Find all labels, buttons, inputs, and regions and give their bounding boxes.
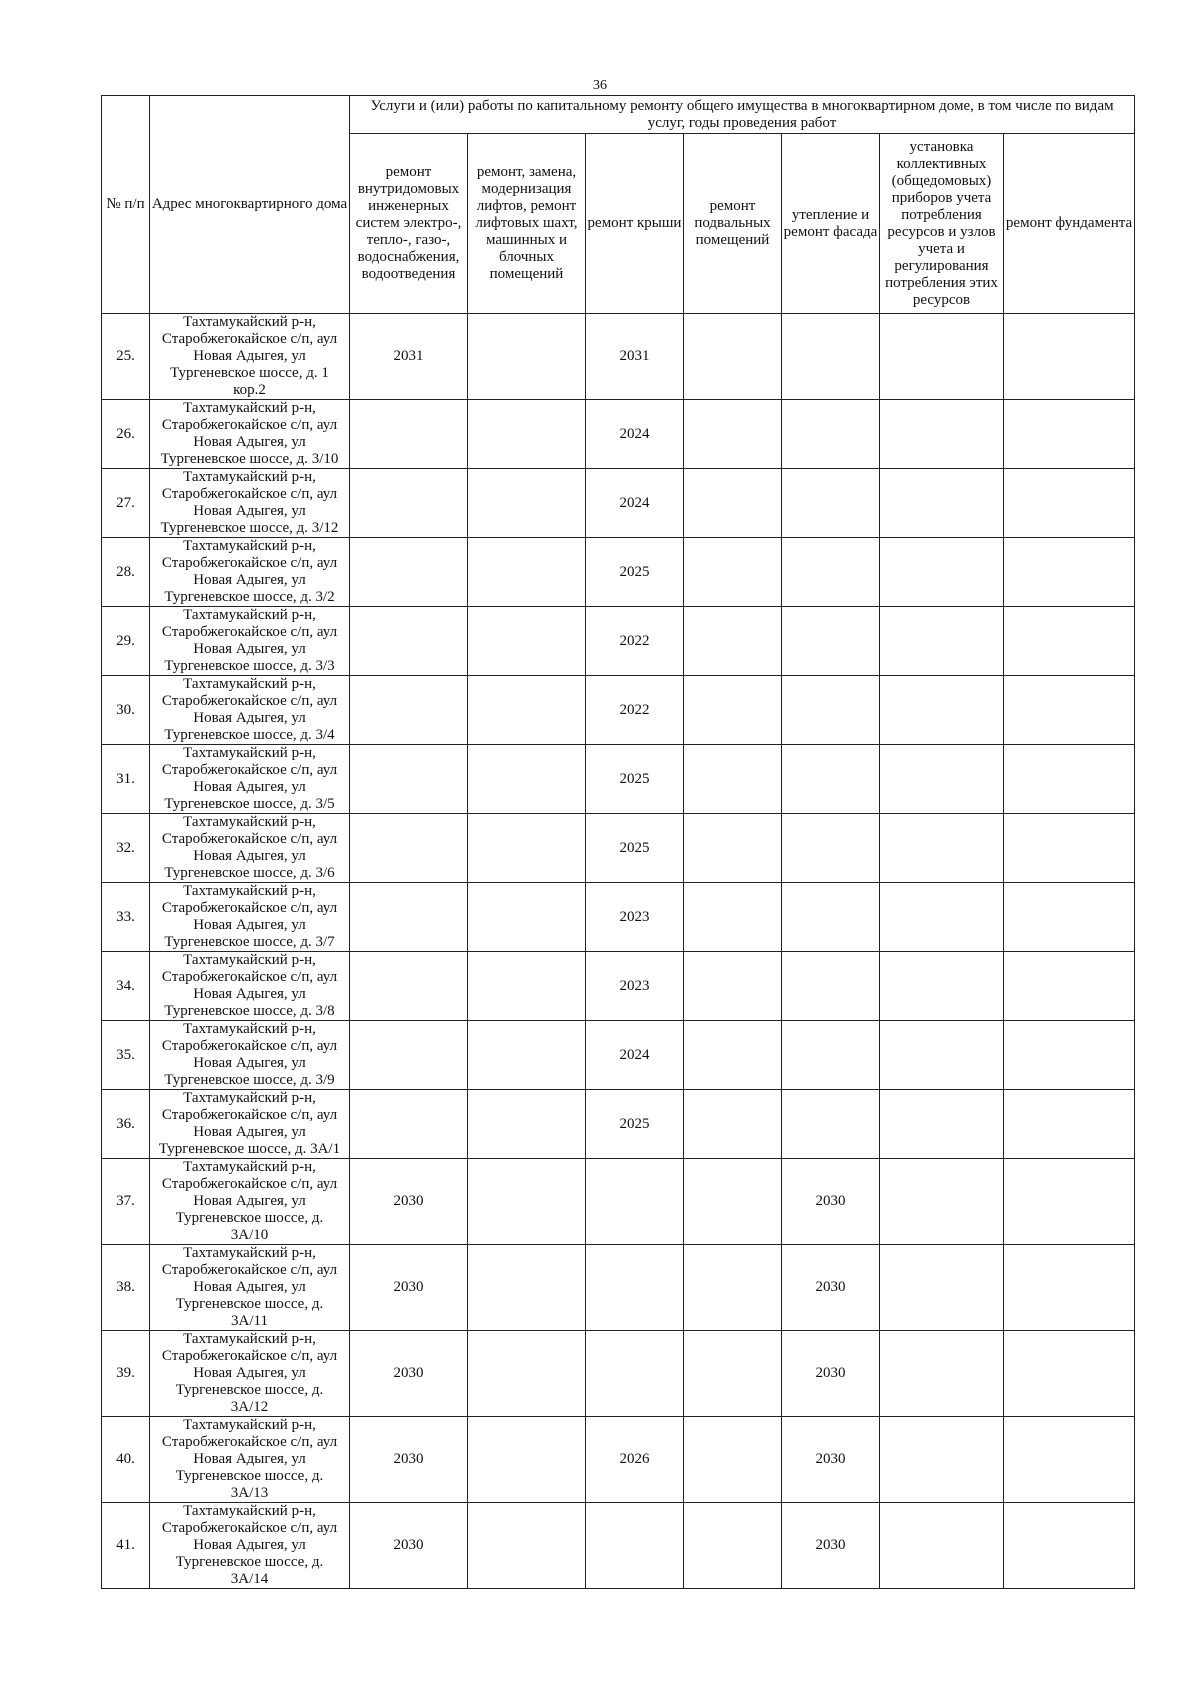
table-row xyxy=(102,883,1135,952)
cell-foundation xyxy=(1004,1159,1135,1245)
table-row xyxy=(102,1021,1135,1090)
table-row xyxy=(102,745,1135,814)
address-line: Тургеневское шоссе, д. 3А/1 xyxy=(158,1141,341,1157)
table-row xyxy=(102,1159,1135,1245)
cell-facade xyxy=(782,538,880,607)
cell-basement xyxy=(684,1090,782,1159)
address-line: 3А/13 xyxy=(230,1485,269,1501)
header-roof: ремонт крыши xyxy=(586,134,684,314)
cell-basement xyxy=(684,1021,782,1090)
address-line: Тургеневское шоссе, д. 3/9 xyxy=(164,1072,335,1088)
cell-basement xyxy=(684,1331,782,1417)
cell-roof xyxy=(586,1331,684,1417)
cell-elevators xyxy=(468,538,586,607)
address-line: 3А/11 xyxy=(231,1313,268,1329)
cell-engineering-systems xyxy=(350,1021,468,1090)
cell-engineering-systems xyxy=(350,676,468,745)
cell-meters xyxy=(880,538,1004,607)
row-number: 40. xyxy=(102,1417,150,1503)
cell-foundation xyxy=(1004,1021,1135,1090)
header-engineering-systems: ремонт внутридомовых инженерных систем электро-, тепло-, газо-, водоснабжения, водоотведения xyxy=(350,134,468,314)
cell-roof: 2022 xyxy=(586,607,684,676)
cell-elevators xyxy=(468,745,586,814)
address-line: Старобжегокайское с/п, аул xyxy=(161,762,338,778)
address-line: Тургеневское шоссе, д. 3/2 xyxy=(164,589,335,605)
cell-facade: 2030 xyxy=(782,1159,880,1245)
row-number: 32. xyxy=(102,814,150,883)
cell-foundation xyxy=(1004,1417,1135,1503)
cell-elevators xyxy=(468,1159,586,1245)
cell-elevators xyxy=(468,1090,586,1159)
cell-basement xyxy=(684,676,782,745)
row-address xyxy=(150,1503,350,1589)
row-address xyxy=(150,607,350,676)
address-line: Старобжегокайское с/п, аул xyxy=(161,1434,338,1450)
address-line: Тахтамукайский р-н, xyxy=(183,469,316,485)
address-line: Старобжегокайское с/п, аул xyxy=(161,900,338,916)
cell-basement xyxy=(684,469,782,538)
header-foundation: ремонт фундамента xyxy=(1004,134,1135,314)
address-line: Тахтамукайский р-н, xyxy=(183,1245,316,1261)
address-line: Старобжегокайское с/п, аул xyxy=(161,1107,338,1123)
cell-elevators xyxy=(468,1021,586,1090)
row-address xyxy=(150,1245,350,1331)
table-row xyxy=(102,1331,1135,1417)
row-number: 37. xyxy=(102,1159,150,1245)
address-line: Тахтамукайский р-н, xyxy=(183,1331,316,1347)
table-row xyxy=(102,314,1135,400)
address-line: Тахтамукайский р-н, xyxy=(183,1417,316,1433)
cell-basement xyxy=(684,538,782,607)
cell-basement xyxy=(684,883,782,952)
row-address xyxy=(150,745,350,814)
cell-engineering-systems xyxy=(350,400,468,469)
header-address: Адрес многоквартирного дома xyxy=(150,96,350,314)
address-line: Старобжегокайское с/п, аул xyxy=(161,486,338,502)
cell-engineering-systems: 2030 xyxy=(350,1417,468,1503)
cell-engineering-systems xyxy=(350,1090,468,1159)
page-number: 36 xyxy=(593,78,607,93)
address-line: Новая Адыгея, ул xyxy=(193,1055,306,1071)
cell-basement xyxy=(684,952,782,1021)
table-header xyxy=(102,96,1135,314)
row-number: 38. xyxy=(102,1245,150,1331)
cell-facade xyxy=(782,814,880,883)
address-line: Тахтамукайский р-н, xyxy=(183,814,316,830)
cell-meters xyxy=(880,1021,1004,1090)
row-address xyxy=(150,1331,350,1417)
row-address xyxy=(150,676,350,745)
address-line: Тургеневское шоссе, д. 1 xyxy=(170,365,329,381)
address-line: Тургеневское шоссе, д. 3/10 xyxy=(160,451,339,467)
cell-elevators xyxy=(468,607,586,676)
cell-meters xyxy=(880,1417,1004,1503)
cell-foundation xyxy=(1004,883,1135,952)
cell-basement xyxy=(684,1503,782,1589)
row-number: 36. xyxy=(102,1090,150,1159)
cell-facade xyxy=(782,952,880,1021)
cell-basement xyxy=(684,400,782,469)
address-line: Тахтамукайский р-н, xyxy=(183,952,316,968)
cell-facade xyxy=(782,314,880,400)
table-row xyxy=(102,607,1135,676)
address-line: Тургеневское шоссе, д. xyxy=(175,1468,324,1484)
cell-meters xyxy=(880,883,1004,952)
row-address xyxy=(150,883,350,952)
address-line: Тургеневское шоссе, д. 3/7 xyxy=(164,934,335,950)
address-line: Тахтамукайский р-н, xyxy=(183,400,316,416)
cell-facade: 2030 xyxy=(782,1503,880,1589)
address-line: Старобжегокайское с/п, аул xyxy=(161,831,338,847)
cell-engineering-systems xyxy=(350,469,468,538)
cell-elevators xyxy=(468,883,586,952)
cell-meters xyxy=(880,1331,1004,1417)
address-line: Тургеневское шоссе, д. xyxy=(175,1382,324,1398)
table-row xyxy=(102,1245,1135,1331)
address-line: Новая Адыгея, ул xyxy=(193,434,306,450)
address-line: Старобжегокайское с/п, аул xyxy=(161,1038,338,1054)
cell-basement xyxy=(684,745,782,814)
address-line: Новая Адыгея, ул xyxy=(193,710,306,726)
table-row xyxy=(102,676,1135,745)
header-basement: ремонт подвальных помещений xyxy=(684,134,782,314)
address-line: Тургеневское шоссе, д. 3/6 xyxy=(164,865,335,881)
cell-elevators xyxy=(468,314,586,400)
address-line: Старобжегокайское с/п, аул xyxy=(161,1348,338,1364)
address-line: Новая Адыгея, ул xyxy=(193,641,306,657)
address-line: Новая Адыгея, ул xyxy=(193,1124,306,1140)
address-line: Новая Адыгея, ул xyxy=(193,348,306,364)
row-number: 35. xyxy=(102,1021,150,1090)
address-line: Тахтамукайский р-н, xyxy=(183,676,316,692)
cell-basement xyxy=(684,314,782,400)
cell-basement xyxy=(684,607,782,676)
header-elevators: ремонт, замена, модернизация лифтов, ремонт лифтовых шахт, машинных и блочных помещений xyxy=(468,134,586,314)
cell-engineering-systems xyxy=(350,952,468,1021)
table-row xyxy=(102,538,1135,607)
cell-roof: 2031 xyxy=(586,314,684,400)
row-number: 28. xyxy=(102,538,150,607)
cell-roof: 2025 xyxy=(586,745,684,814)
address-line: Тахтамукайский р-н, xyxy=(183,1503,316,1519)
cell-engineering-systems: 2030 xyxy=(350,1331,468,1417)
table-row xyxy=(102,1417,1135,1503)
row-number: 25. xyxy=(102,314,150,400)
cell-foundation xyxy=(1004,1331,1135,1417)
cell-foundation xyxy=(1004,607,1135,676)
cell-roof: 2024 xyxy=(586,1021,684,1090)
address-line: Тургеневское шоссе, д. 3/12 xyxy=(160,520,339,536)
address-line: 3А/14 xyxy=(230,1571,269,1587)
cell-facade xyxy=(782,676,880,745)
cell-foundation xyxy=(1004,814,1135,883)
address-line: Тургеневское шоссе, д. 3/3 xyxy=(164,658,335,674)
table-row xyxy=(102,1090,1135,1159)
address-line: Старобжегокайское с/п, аул xyxy=(161,624,338,640)
table-row xyxy=(102,400,1135,469)
address-line: Тахтамукайский р-н, xyxy=(183,538,316,554)
row-number: 39. xyxy=(102,1331,150,1417)
cell-elevators xyxy=(468,676,586,745)
header-meters: установка коллективных (общедомовых) приборов учета потребления ресурсов и узлов учета и регулирования потребления этих ресурсов xyxy=(880,134,1004,314)
cell-roof: 2023 xyxy=(586,883,684,952)
cell-facade xyxy=(782,1090,880,1159)
cell-elevators xyxy=(468,814,586,883)
address-line: Новая Адыгея, ул xyxy=(193,1537,306,1553)
cell-elevators xyxy=(468,1503,586,1589)
address-line: кор.2 xyxy=(233,382,266,398)
cell-foundation xyxy=(1004,469,1135,538)
cell-meters xyxy=(880,607,1004,676)
address-line: Новая Адыгея, ул xyxy=(193,572,306,588)
cell-engineering-systems: 2031 xyxy=(350,314,468,400)
cell-roof: 2025 xyxy=(586,1090,684,1159)
cell-engineering-systems xyxy=(350,538,468,607)
address-line: Новая Адыгея, ул xyxy=(193,917,306,933)
cell-roof: 2023 xyxy=(586,952,684,1021)
cell-facade xyxy=(782,1021,880,1090)
address-line: Новая Адыгея, ул xyxy=(193,503,306,519)
cell-meters xyxy=(880,952,1004,1021)
cell-elevators xyxy=(468,469,586,538)
cell-roof xyxy=(586,1503,684,1589)
address-line: Старобжегокайское с/п, аул xyxy=(161,331,338,347)
cell-meters xyxy=(880,1503,1004,1589)
cell-foundation xyxy=(1004,676,1135,745)
address-line: Тахтамукайский р-н, xyxy=(183,745,316,761)
cell-basement xyxy=(684,1245,782,1331)
cell-engineering-systems: 2030 xyxy=(350,1245,468,1331)
header-facade: утепление и ремонт фасада xyxy=(782,134,880,314)
cell-basement xyxy=(684,1159,782,1245)
address-line: Тахтамукайский р-н, xyxy=(183,607,316,623)
row-number: 33. xyxy=(102,883,150,952)
address-line: Старобжегокайское с/п, аул xyxy=(161,1262,338,1278)
row-address xyxy=(150,469,350,538)
cell-meters xyxy=(880,1090,1004,1159)
cell-engineering-systems xyxy=(350,607,468,676)
cell-basement xyxy=(684,1417,782,1503)
cell-foundation xyxy=(1004,400,1135,469)
address-line: 3А/10 xyxy=(230,1227,269,1243)
address-line: 3А/12 xyxy=(230,1399,269,1415)
cell-facade xyxy=(782,469,880,538)
address-line: Тахтамукайский р-н, xyxy=(183,314,316,330)
capital-repair-table xyxy=(101,95,1135,1589)
cell-foundation xyxy=(1004,952,1135,1021)
row-number: 27. xyxy=(102,469,150,538)
address-line: Новая Адыгея, ул xyxy=(193,779,306,795)
row-address xyxy=(150,952,350,1021)
cell-roof xyxy=(586,1245,684,1331)
row-address xyxy=(150,1159,350,1245)
row-address xyxy=(150,1417,350,1503)
cell-meters xyxy=(880,1159,1004,1245)
cell-engineering-systems xyxy=(350,745,468,814)
cell-facade xyxy=(782,745,880,814)
address-line: Старобжегокайское с/п, аул xyxy=(161,969,338,985)
address-line: Тургеневское шоссе, д. 3/8 xyxy=(164,1003,335,1019)
address-line: Новая Адыгея, ул xyxy=(193,1451,306,1467)
row-address xyxy=(150,314,350,400)
cell-foundation xyxy=(1004,1090,1135,1159)
address-line: Тургеневское шоссе, д. xyxy=(175,1554,324,1570)
address-line: Новая Адыгея, ул xyxy=(193,1279,306,1295)
row-address xyxy=(150,814,350,883)
cell-meters xyxy=(880,469,1004,538)
table-row xyxy=(102,1503,1135,1589)
cell-foundation xyxy=(1004,538,1135,607)
cell-foundation xyxy=(1004,1503,1135,1589)
cell-elevators xyxy=(468,952,586,1021)
cell-meters xyxy=(880,1245,1004,1331)
cell-roof: 2025 xyxy=(586,814,684,883)
row-address xyxy=(150,538,350,607)
cell-roof: 2024 xyxy=(586,469,684,538)
cell-foundation xyxy=(1004,314,1135,400)
table-body xyxy=(102,314,1135,1589)
row-number: 31. xyxy=(102,745,150,814)
row-address xyxy=(150,1021,350,1090)
cell-elevators xyxy=(468,400,586,469)
address-line: Старобжегокайское с/п, аул xyxy=(161,693,338,709)
row-address xyxy=(150,400,350,469)
header-num: № п/п xyxy=(102,96,150,314)
row-address xyxy=(150,1090,350,1159)
cell-meters xyxy=(880,314,1004,400)
row-number: 30. xyxy=(102,676,150,745)
cell-roof: 2026 xyxy=(586,1417,684,1503)
cell-facade: 2030 xyxy=(782,1417,880,1503)
address-line: Новая Адыгея, ул xyxy=(193,1193,306,1209)
table-row xyxy=(102,952,1135,1021)
cell-engineering-systems xyxy=(350,883,468,952)
address-line: Новая Адыгея, ул xyxy=(193,1365,306,1381)
cell-facade xyxy=(782,400,880,469)
header-services-group: Услуги и (или) работы по капитальному ремонту общего имущества в многоквартирном доме, в том числе по видам услуг, годы проведения работ xyxy=(350,96,1135,134)
row-number: 34. xyxy=(102,952,150,1021)
cell-engineering-systems: 2030 xyxy=(350,1503,468,1589)
cell-elevators xyxy=(468,1245,586,1331)
address-line: Тахтамукайский р-н, xyxy=(183,883,316,899)
row-number: 41. xyxy=(102,1503,150,1589)
table-row xyxy=(102,469,1135,538)
cell-basement xyxy=(684,814,782,883)
address-line: Тургеневское шоссе, д. 3/4 xyxy=(164,727,335,743)
address-line: Новая Адыгея, ул xyxy=(193,848,306,864)
cell-meters xyxy=(880,676,1004,745)
address-line: Тахтамукайский р-н, xyxy=(183,1021,316,1037)
address-line: Тахтамукайский р-н, xyxy=(183,1159,316,1175)
address-line: Старобжегокайское с/п, аул xyxy=(161,417,338,433)
cell-facade: 2030 xyxy=(782,1331,880,1417)
address-line: Тургеневское шоссе, д. xyxy=(175,1296,324,1312)
row-number: 29. xyxy=(102,607,150,676)
address-line: Старобжегокайское с/п, аул xyxy=(161,1520,338,1536)
cell-facade: 2030 xyxy=(782,1245,880,1331)
cell-engineering-systems xyxy=(350,814,468,883)
cell-facade xyxy=(782,883,880,952)
cell-foundation xyxy=(1004,1245,1135,1331)
cell-engineering-systems: 2030 xyxy=(350,1159,468,1245)
cell-facade xyxy=(782,607,880,676)
address-line: Новая Адыгея, ул xyxy=(193,986,306,1002)
cell-roof: 2022 xyxy=(586,676,684,745)
address-line: Тургеневское шоссе, д. xyxy=(175,1210,324,1226)
cell-roof: 2024 xyxy=(586,400,684,469)
address-line: Тахтамукайский р-н, xyxy=(183,1090,316,1106)
cell-roof xyxy=(586,1159,684,1245)
cell-elevators xyxy=(468,1331,586,1417)
cell-meters xyxy=(880,400,1004,469)
address-line: Старобжегокайское с/п, аул xyxy=(161,1176,338,1192)
cell-elevators xyxy=(468,1417,586,1503)
address-line: Тургеневское шоссе, д. 3/5 xyxy=(164,796,335,812)
row-number: 26. xyxy=(102,400,150,469)
cell-meters xyxy=(880,814,1004,883)
table-row xyxy=(102,814,1135,883)
address-line: Старобжегокайское с/п, аул xyxy=(161,555,338,571)
cell-foundation xyxy=(1004,745,1135,814)
cell-roof: 2025 xyxy=(586,538,684,607)
cell-meters xyxy=(880,745,1004,814)
